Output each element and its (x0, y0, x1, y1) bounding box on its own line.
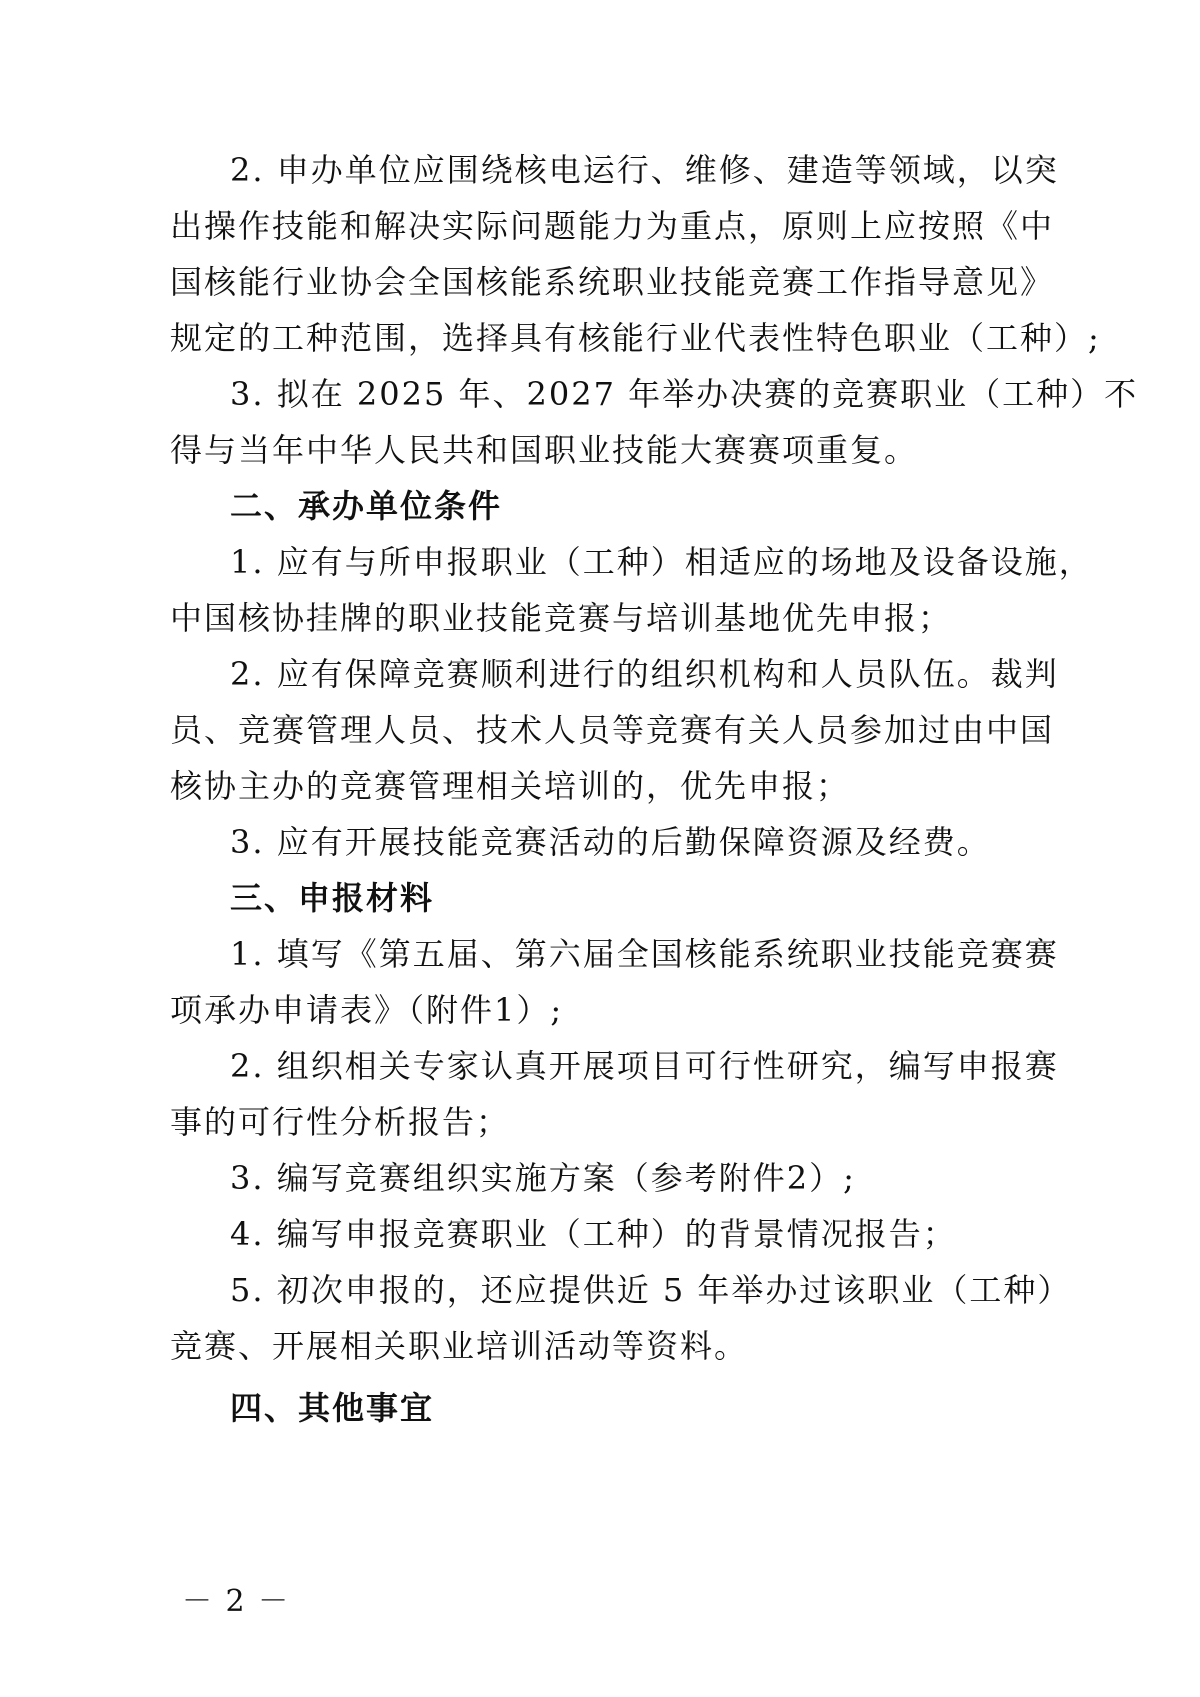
paragraph-line: 中国核协挂牌的职业技能竞赛与培训基地优先申报； (170, 599, 953, 637)
paragraph-line: 4. 编写申报竞赛职业（工种）的背景情况报告； (230, 1215, 957, 1253)
paragraph-line: 3. 编写竞赛组织实施方案（参考附件2）; (230, 1159, 856, 1197)
paragraph-line: 1. 填写《第五届、第六届全国核能系统职业技能竞赛赛 (230, 935, 1059, 973)
page-number: － 2 － (182, 1584, 291, 1619)
paragraph-line: 出操作技能和解决实际问题能力为重点，原则上应按照《中 (170, 207, 1055, 245)
paragraph-line: 3. 拟在 2025 年、2027 年举办决赛的竞赛职业（工种）不 (230, 375, 1139, 413)
paragraph-line: 5. 初次申报的，还应提供近 5 年举办过该职业（工种） (230, 1271, 1072, 1309)
paragraph-line: 核协主办的竞赛管理相关培训的，优先申报； (170, 767, 851, 805)
paragraph-line: 3. 应有开展技能竞赛活动的后勤保障资源及经费。 (230, 823, 991, 861)
paragraph-line: 1. 应有与所申报职业（工种）相适应的场地及设备设施， (230, 543, 1093, 581)
paragraph-line: 2. 组织相关专家认真开展项目可行性研究，编写申报赛 (230, 1047, 1059, 1085)
paragraph-line: 员、竞赛管理人员、技术人员等竞赛有关人员参加过由中国 (170, 711, 1055, 749)
paragraph-line: 事的可行性分析报告； (170, 1103, 511, 1141)
paragraph-line: 竞赛、开展相关职业培训活动等资料。 (170, 1327, 749, 1365)
paragraph-line: 国核能行业协会全国核能系统职业技能竞赛工作指导意见》 (170, 263, 1055, 301)
section-heading: 二、承办单位条件 (230, 487, 503, 525)
section-heading: 四、其他事宜 (230, 1389, 435, 1427)
paragraph-line: 规定的工种范围，选择具有核能行业代表性特色职业（工种）; (170, 319, 1101, 357)
paragraph-line: 得与当年中华人民共和国职业技能大赛赛项重复。 (170, 431, 919, 469)
paragraph-line: 项承办申请表》（附件1）; (170, 991, 564, 1029)
section-heading: 三、申报材料 (230, 879, 435, 917)
paragraph-line: 2. 申办单位应围绕核电运行、维修、建造等领域，以突 (230, 151, 1059, 189)
paragraph-line: 2. 应有保障竞赛顺利进行的组织机构和人员队伍。裁判 (230, 655, 1059, 693)
